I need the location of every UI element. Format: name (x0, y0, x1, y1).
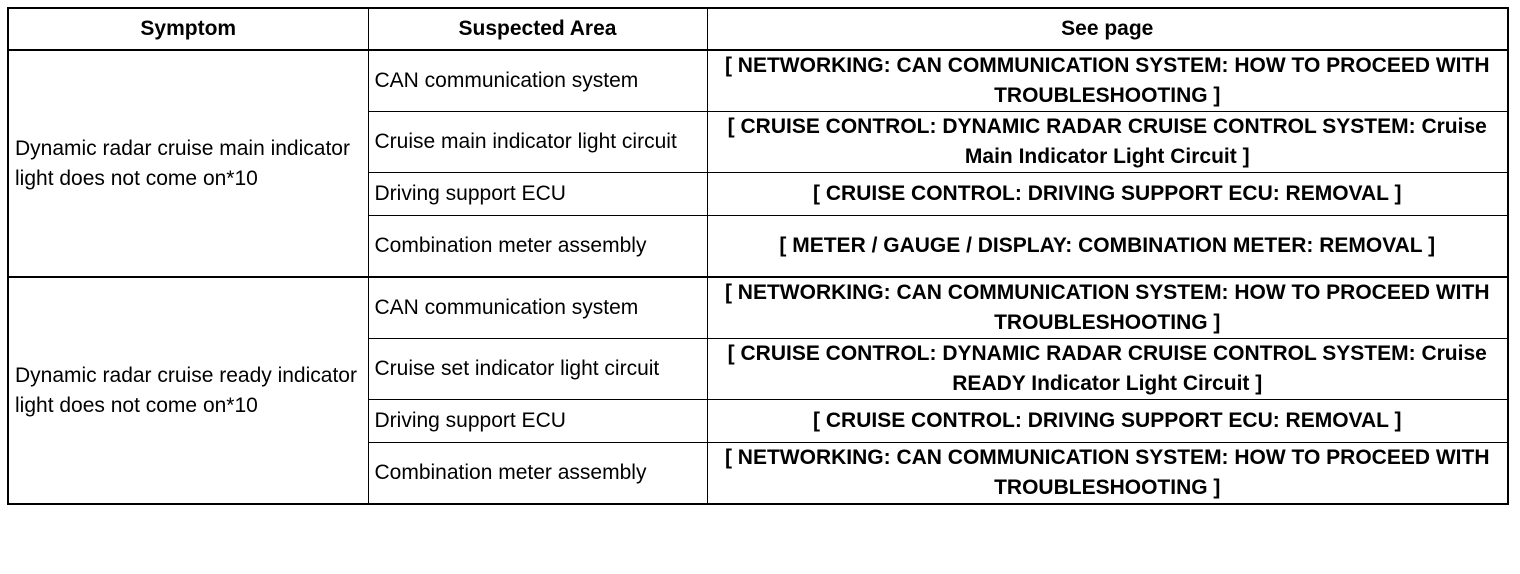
see-page-link[interactable]: [ NETWORKING: CAN COMMUNICATION SYSTEM: HOW TO PROCEED WITH TROUBLESHOOTING ] (707, 50, 1508, 112)
see-page-link[interactable]: [ CRUISE CONTROL: DRIVING SUPPORT ECU: REMOVAL ] (707, 173, 1508, 216)
symptom-group-ready-indicator (8, 277, 1508, 504)
table-row (8, 277, 1508, 339)
see-page-link[interactable]: [ CRUISE CONTROL: DRIVING SUPPORT ECU: REMOVAL ] (707, 400, 1508, 443)
suspected-area-cell: Combination meter assembly (368, 216, 707, 278)
header-suspected-area: Suspected Area (368, 8, 707, 50)
see-page-link[interactable]: [ CRUISE CONTROL: DYNAMIC RADAR CRUISE CONTROL SYSTEM: Cruise READY Indicator Light Circuit ] (707, 339, 1508, 400)
symptom-cell: Dynamic radar cruise main indicator light does not come on*10 (8, 50, 368, 277)
suspected-area-cell: Cruise set indicator light circuit (368, 339, 707, 400)
suspected-area-cell: Driving support ECU (368, 400, 707, 443)
header-see-page: See page (707, 8, 1508, 50)
suspected-area-cell: CAN communication system (368, 50, 707, 112)
header-row (8, 8, 1508, 50)
see-page-link[interactable]: [ METER / GAUGE / DISPLAY: COMBINATION METER: REMOVAL ] (707, 216, 1508, 278)
see-page-link[interactable]: [ NETWORKING: CAN COMMUNICATION SYSTEM: HOW TO PROCEED WITH TROUBLESHOOTING ] (707, 277, 1508, 339)
suspected-area-cell: Cruise main indicator light circuit (368, 112, 707, 173)
troubleshooting-table (7, 7, 1509, 505)
suspected-area-cell: Combination meter assembly (368, 443, 707, 505)
header-symptom: Symptom (8, 8, 368, 50)
suspected-area-cell: Driving support ECU (368, 173, 707, 216)
see-page-link[interactable]: [ NETWORKING: CAN COMMUNICATION SYSTEM: HOW TO PROCEED WITH TROUBLESHOOTING ] (707, 443, 1508, 505)
symptom-cell: Dynamic radar cruise ready indicator light does not come on*10 (8, 277, 368, 504)
suspected-area-cell: CAN communication system (368, 277, 707, 339)
see-page-link[interactable]: [ CRUISE CONTROL: DYNAMIC RADAR CRUISE CONTROL SYSTEM: Cruise Main Indicator Light Circuit ] (707, 112, 1508, 173)
table-row (8, 50, 1508, 112)
symptom-group-main-indicator (8, 50, 1508, 277)
